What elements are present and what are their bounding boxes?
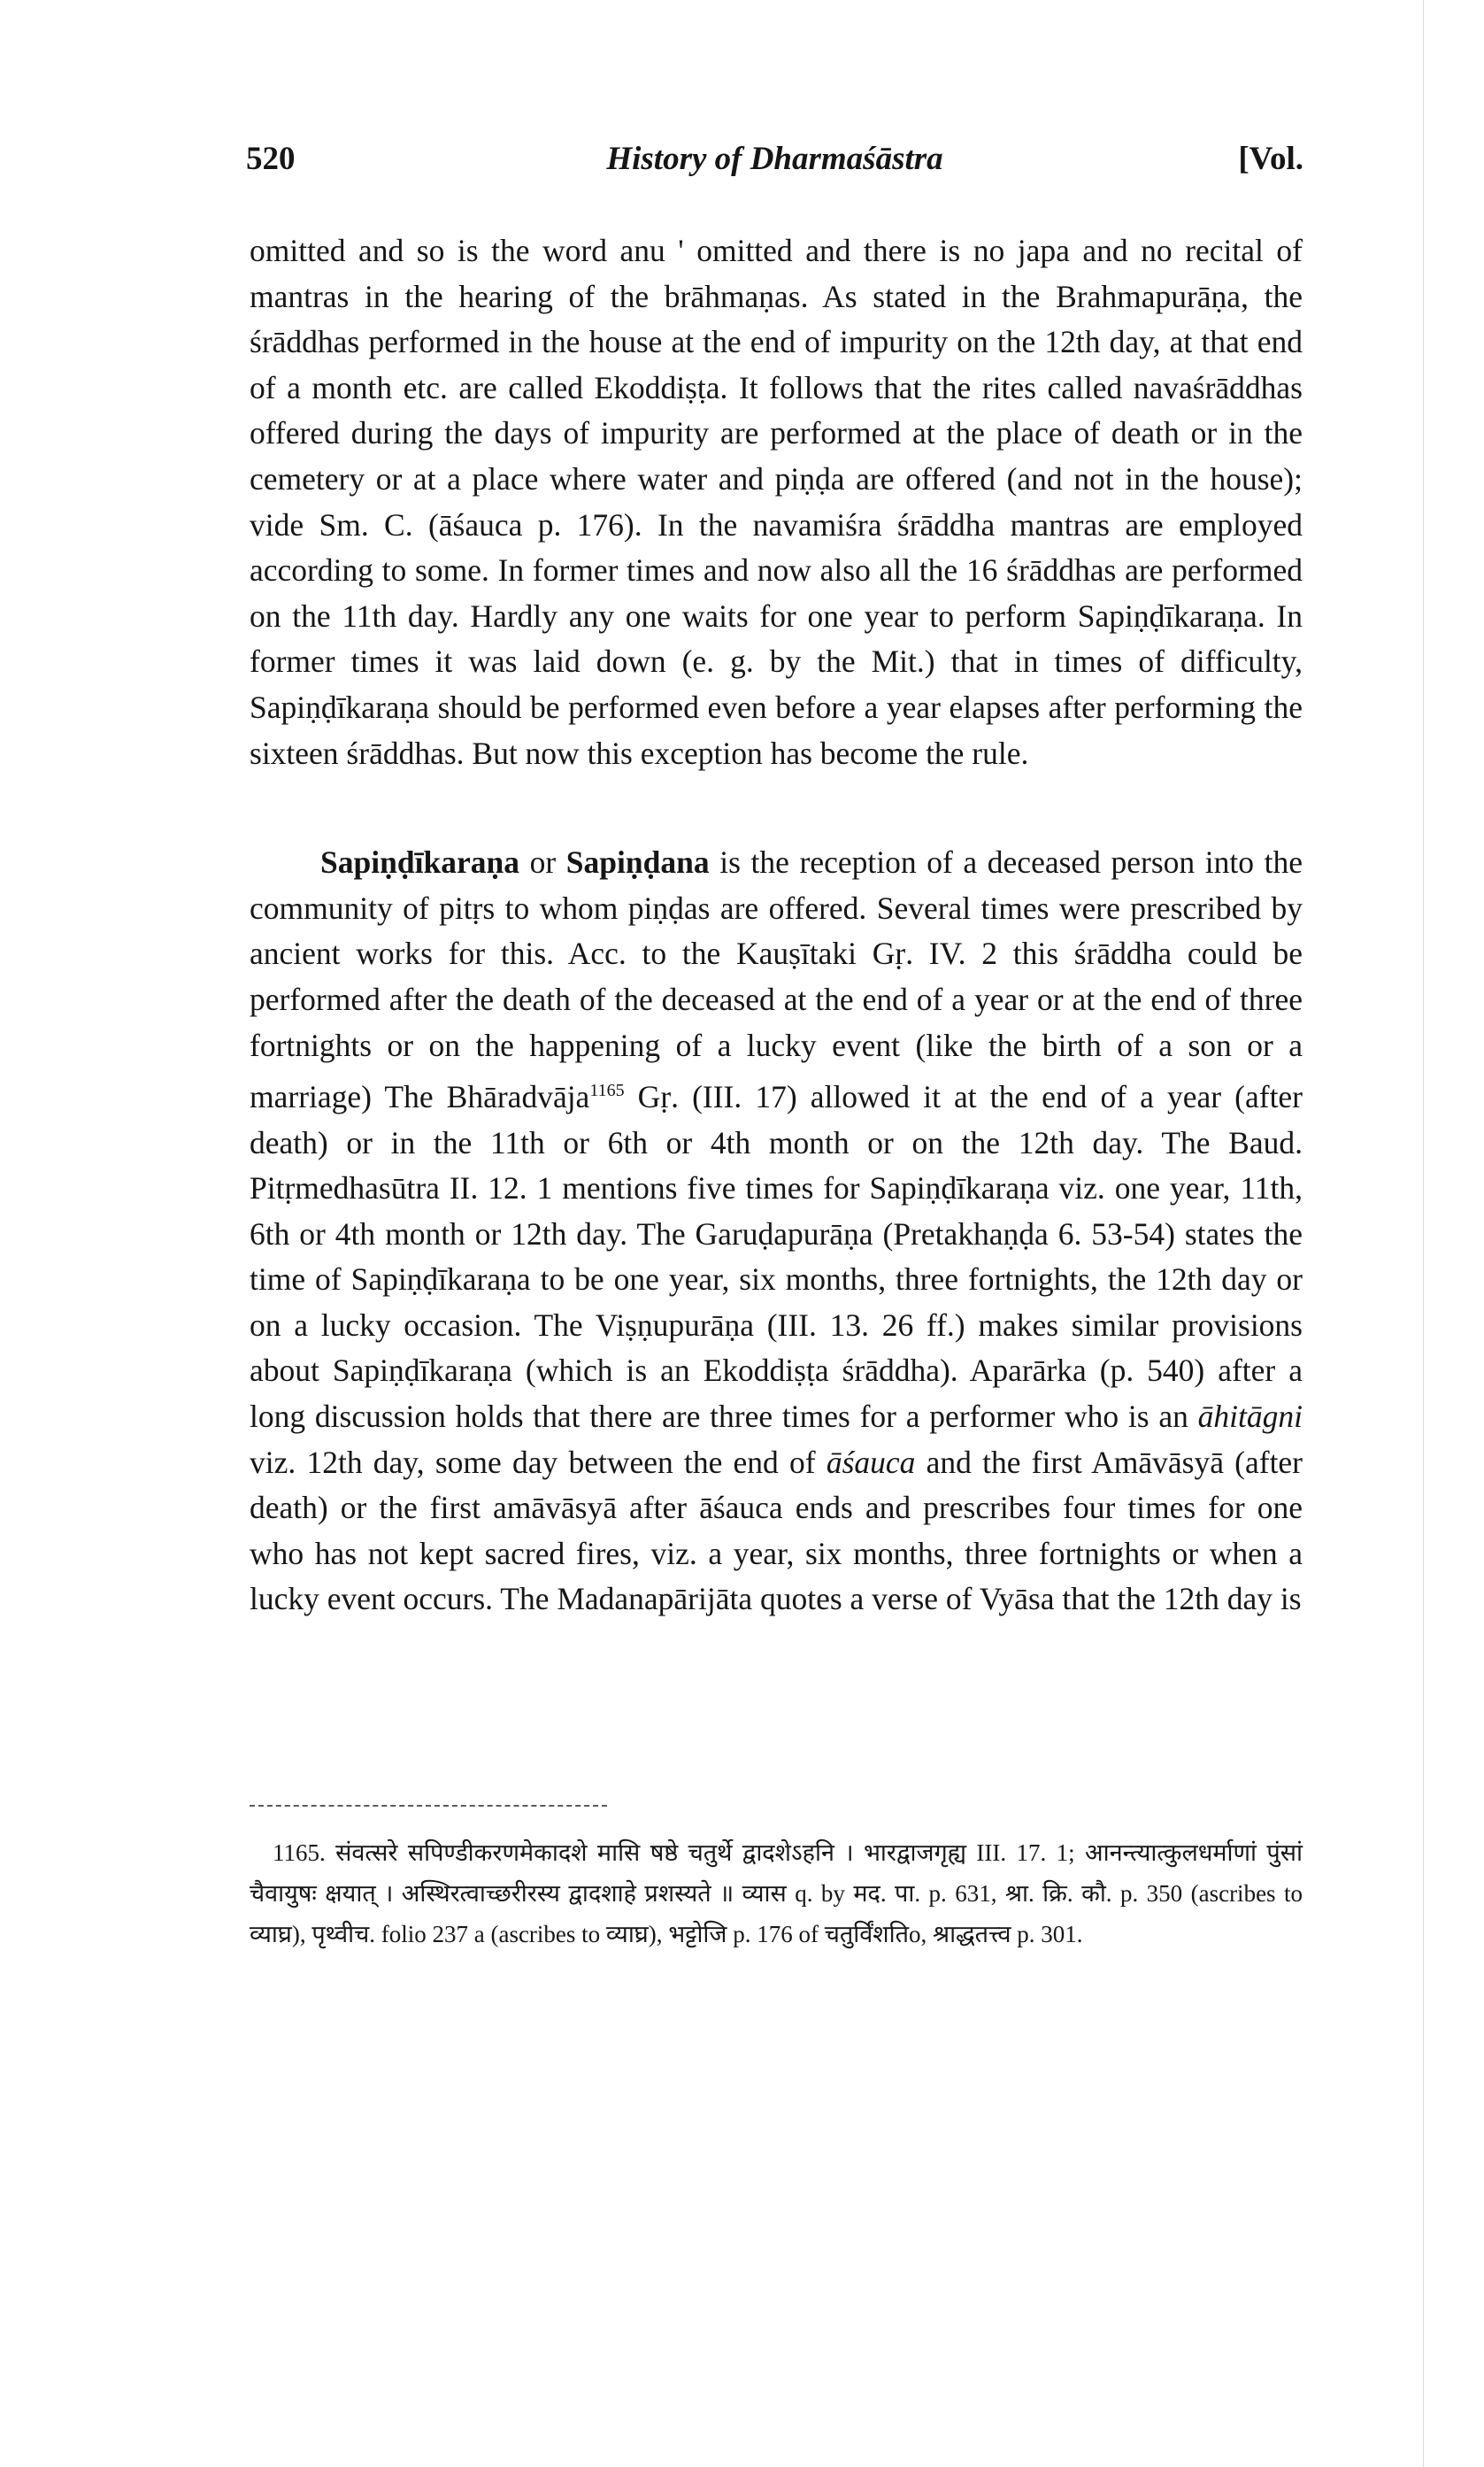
paragraph-2-text-d: and the first Amāvāsyā (after death) or the first amāvāsyā after āśauca ends and prescribes four times for one who has not kept sacred fires, viz. a year, six months, three fortnights or when a lucky event occurs. The Madanapārijāta quotes a verse of Vyāsa that the 12th day is <box>250 1444 1303 1617</box>
paragraph-2 <box>250 840 1303 1623</box>
main-text <box>250 228 1303 1623</box>
lead-connector: or <box>519 844 566 881</box>
paragraph-2-text-c: viz. 12th day, some day between the end of <box>250 1444 827 1480</box>
scan-edge-line <box>1423 0 1424 2467</box>
footnote-1165 <box>250 1832 1303 1954</box>
term-asauca: āśauca <box>826 1444 916 1480</box>
footnote-reference: 1165 <box>589 1081 625 1101</box>
footnote-block <box>250 1832 1303 1954</box>
footnote-number: 1165. <box>273 1839 326 1866</box>
term-ahitagni: āhitāgni <box>1197 1399 1303 1435</box>
running-header <box>246 140 1303 193</box>
lead-term-alt: Sapiṇḍana <box>565 844 710 881</box>
paragraph-gap <box>250 776 1303 840</box>
footnote-text: संवत्सरे सपिण्डीकरणमेकादशे मासि षष्ठे चतुर्थे द्वादशेऽहनि । भारद्वाजगृह्य III. 17. 1; आनन्त्यात्कुलधर्माणां पुंसां चैवायुषः क्षयात् । अस्थिरत्वाच्छरीरस्य द्वादशाहे प्रशस्यते ॥ व्यास q. by मद. पा. p. 631, श्रा. क्रि. कौ. p. 350 (ascribes to व्याघ्र), पृथ्वीच. folio 237 a (ascribes to व्याघ्र), भट्टोजि p. 176 of चतुर्विंशतिo, श्राद्धतत्त्व p. 301. <box>250 1839 1303 1947</box>
lead-term: Sapiṇḍīkaraṇa <box>320 844 519 881</box>
paragraph-1-text: omitted and so is the word anu ' omitted and there is no japa and no recital of mantras in the hearing of the brāhmaṇas. As stated in the Brahmapurāṇa, the śrāddhas performed in the house at the end of impurity on the 12th day, at that end of a month etc. are called Ekoddiṣṭa. It follows that the rites called navaśrāddhas offered during the days of impurity are performed at the place of death or in the cemetery or at a place where water and piṇḍa are offered (and not in the house); vide Sm. C. (āśauca p. 176). In the navamiśra śrāddha mantras are employed according to some. In former times and now also all the 16 śrāddhas are performed on the 11th day. Hardly any one waits for one year to perform Sapiṇḍīkaraṇa. In former times it was laid down (e. g. by the Mit.) that in times of difficulty, Sapiṇḍīkaraṇa should be performed even before a year elapses after performing the sixteen śrāddhas. But now this exception has become the rule. <box>250 233 1303 771</box>
running-title: History of Dharmaśāstra <box>606 141 943 177</box>
paragraph-1 <box>250 228 1303 776</box>
volume-label: [Vol. <box>1238 141 1303 177</box>
footnote-separator <box>250 1805 607 1807</box>
paragraph-2-text-a: is the reception of a deceased person into the community of pitṛs to whom piṇḍas are offered. Several times were prescribed by ancient works for this. Acc. to the Kauṣītaki Gṛ. IV. 2 this śrāddha could be performed after the death of the deceased at the end of a year or at the end of three fortnights or on the happening of a lucky event (like the birth of a son or a marriage) The Bhāradvāja <box>250 844 1303 1114</box>
paragraph-2-text-b: Gṛ. (III. 17) allowed it at the end of a year (after death) or in the 11th or 6th or 4th month or on the 12th day. The Baud. Pitṛmedhasūtra II. 12. 1 mentions five times for Sapiṇḍīkaraṇa viz. one year, 11th, 6th or 4th month or 12th day. The Garuḍapurāṇa (Pretakhaṇḍa 6. 53-54) states the time of Sapiṇḍīkaraṇa to be one year, six months, three fortnights, the 12th day or on a lucky occasion. The Viṣṇupurāṇa (III. 13. 26 ff.) makes similar provisions about Sapiṇḍīkaraṇa (which is an Ekoddiṣṭa śrāddha). Aparārka (p. 540) after a long discussion holds that there are three times for a performer who is an <box>250 1078 1303 1435</box>
page-number: 520 <box>246 141 296 177</box>
